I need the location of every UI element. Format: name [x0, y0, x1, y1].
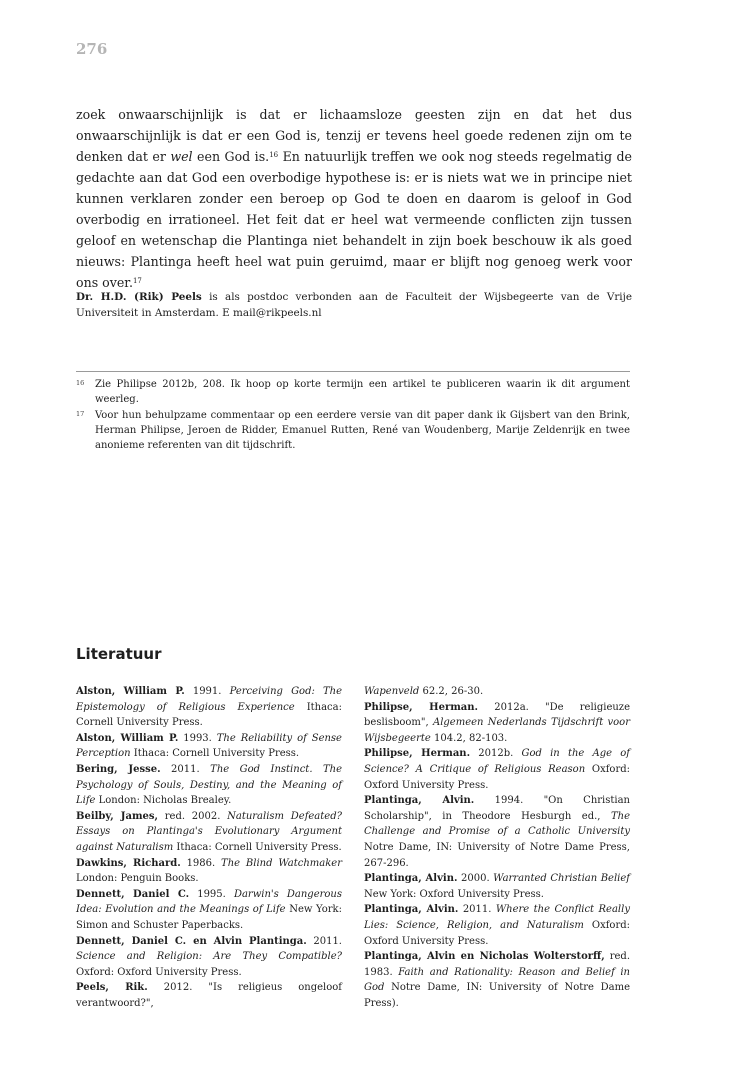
footnote-ref-16[interactable]: 16: [269, 151, 279, 159]
reference-entry: [364, 871, 630, 902]
reference-title: Faith and Rationality: Reason and Belief in God: [364, 966, 631, 994]
reference-author: Philipse, Herman.: [364, 748, 471, 760]
reference-publisher: New York: Oxford University Press.: [364, 888, 544, 900]
body-text-part: zoek onwaarschijnlijk is dat er lichaamsloze geesten zijn en dat het dus onwaarschijnlijk is dat er een God is, tenzij er tevens heel goede redenen zijn om te denken dat er: [76, 107, 632, 164]
reference-entry: [76, 856, 342, 887]
reference-entry: [76, 934, 342, 981]
reference-publisher: 104.2, 82-103.: [430, 732, 508, 744]
body-paragraph: [76, 104, 632, 293]
reference-author: Plantinga, Alvin en Nicholas Wolterstorff,: [364, 951, 605, 963]
references-right-column: [364, 684, 630, 1011]
footnote-divider: [76, 371, 630, 372]
reference-title: Perceiving God: The Epistemology of Religious Experience: [76, 686, 342, 713]
body-text-part: En natuurlijk treffen we ook nog steeds regelmatig de gedachte aan dat God een overbodige hypothese is: er is niets wat we in principe niet kunnen verklaren zonder een beroep op God te doen en daarom is geloof in God overbodig en irrationeel. Het feit dat er heel wat vermeende conflicten zijn tussen geloof en wetenschap die Plantinga niet behandelt in zijn boek beschouw ik als goed nieuws: Plantinga heeft heel wat puin geruimd, maar er blijft nog genoeg werk voor ons over.: [76, 149, 632, 290]
reference-detail: 2012. "Is religieus ongeloof verantwoord?",: [76, 982, 343, 1009]
reference-publisher: New York: Simon and Schuster Paperbacks.: [76, 904, 342, 931]
reference-entry: [76, 980, 342, 1011]
author-affiliation: is als postdoc verbonden aan de Faculteit der Wijsbegeerte van de Vrije Universiteit in Amsterdam. E mail@rikpeels.nl: [76, 291, 633, 319]
reference-detail: 1995.: [189, 888, 234, 900]
reference-detail: 2012a. "De religieuze beslisboom",: [364, 701, 630, 729]
reference-entry: [364, 793, 630, 871]
reference-title: God in the Age of Science? A Critique of Religious Reason: [364, 748, 631, 775]
reference-publisher: Oxford: Oxford University Press.: [364, 919, 630, 947]
reference-detail: 2012b.: [470, 748, 522, 760]
reference-publisher: Ithaca: Cornell University Press.: [76, 701, 342, 729]
footnote-number: 16: [76, 379, 85, 387]
reference-entry: [364, 949, 630, 1011]
reference-title: The Reliability of Sense Perception: [76, 732, 342, 760]
footnote: [76, 408, 630, 454]
reference-detail: 2011.: [160, 763, 211, 775]
reference-detail: 2011.: [306, 935, 342, 947]
reference-publisher: Oxford: Oxford University Press.: [364, 763, 630, 791]
author-bio: [76, 289, 632, 321]
reference-title: Science and Religion: Are They Compatible?: [76, 951, 342, 963]
reference-entry: [364, 746, 630, 793]
reference-title: Algemeen Nederlands Tijdschrift voor Wijsbegeerte: [364, 717, 630, 744]
reference-author: Plantinga, Alvin.: [364, 795, 475, 807]
reference-entry: [76, 887, 342, 934]
reference-author: Alston, William P.: [76, 686, 185, 697]
reference-detail: 2011.: [458, 904, 496, 916]
body-text-part: een God is.: [192, 149, 270, 164]
reference-detail: 1994. "On Christian Scholarship", in Theodore Hesburgh ed.,: [364, 795, 630, 822]
reference-publisher: Ithaca: Cornell University Press.: [130, 748, 300, 760]
footnote-number: 17: [76, 409, 85, 418]
reference-detail: 2000.: [457, 873, 494, 885]
footnote-text: Voor hun behulpzame commentaar op een eerdere versie van dit paper dank ik Gijsbert van den Brink, Herman Philipse, Jeroen de Ridder, Emanuel Rutten, René van Woudenberg, Marije Zeldenrijk en twee anonieme referenten van dit tijdschrift.: [95, 409, 630, 452]
reference-title: The God Instinct. The Psychology of Souls, Destiny, and the Meaning of Life: [76, 763, 342, 807]
reference-publisher: 62.2, 26-30.: [419, 686, 484, 697]
reference-publisher: London: Penguin Books.: [76, 873, 199, 885]
reference-entry: [364, 684, 630, 700]
reference-title: Darwin's Dangerous Idea: Evolution and the Meanings of Life: [76, 888, 342, 916]
reference-detail: red. 2002.: [158, 810, 228, 822]
reference-title: Naturalism Defeated? Essays on Plantinga's Evolutionary Argument against Naturalism: [76, 810, 342, 853]
reference-title: The Challenge and Promise of a Catholic University: [364, 810, 630, 838]
footnote-text: Zie Philipse 2012b, 208. Ik hoop op korte termijn een artikel te publiceren waarin ik dit argument weerleg.: [95, 379, 630, 406]
reference-entry: [76, 762, 342, 809]
reference-author: Philipse, Herman.: [364, 701, 479, 713]
reference-author: Bering, Jesse.: [76, 763, 161, 775]
reference-entry: [76, 809, 342, 856]
references-left-column: [76, 684, 342, 1011]
reference-author: Plantinga, Alvin.: [364, 904, 459, 916]
reference-author: Alston, William P.: [76, 732, 179, 744]
body-emphasis: wel: [170, 149, 193, 164]
reference-entry: [76, 731, 342, 762]
reference-author: Plantinga, Alvin.: [364, 873, 458, 885]
reference-detail: 1991.: [184, 686, 230, 697]
reference-title: Where the Conflict Really Lies: Science, Religion, and Naturalism: [364, 904, 630, 931]
reference-publisher: London: Nicholas Brealey.: [95, 795, 232, 807]
reference-author: Dennett, Daniel C.: [76, 888, 190, 900]
reference-publisher: Notre Dame, IN: University of Notre Dame Press).: [364, 982, 630, 1009]
footnote-ref-17[interactable]: 17: [132, 277, 142, 285]
reference-detail: 1986.: [180, 857, 222, 869]
reference-author: Dawkins, Richard.: [76, 857, 181, 869]
reference-author: Peels, Rik.: [76, 982, 148, 994]
reference-author: Beilby, James,: [76, 810, 159, 822]
reference-publisher: Notre Dame, IN: University of Notre Dame Press, 267-296.: [364, 841, 630, 869]
reference-publisher: Oxford: Oxford University Press.: [76, 966, 242, 978]
footnote: [76, 377, 630, 408]
reference-entry: [364, 700, 630, 747]
reference-entry: [364, 902, 630, 949]
reference-author: Dennett, Daniel C. en Alvin Plantinga.: [76, 935, 307, 947]
reference-detail: 1993.: [178, 732, 217, 744]
reference-entry: [76, 684, 342, 731]
author-name: Dr. H.D. (Rik) Peels: [76, 291, 202, 303]
literature-heading: Literatuur: [76, 645, 162, 663]
reference-title: Wapenveld: [364, 686, 420, 697]
reference-title: The Blind Watchmaker: [221, 857, 342, 869]
page-number: 276: [76, 40, 108, 58]
reference-publisher: Ithaca: Cornell University Press.: [173, 841, 342, 853]
reference-detail: red. 1983.: [364, 951, 630, 978]
reference-title: Warranted Christian Belief: [493, 873, 630, 885]
footnotes: [76, 377, 630, 453]
